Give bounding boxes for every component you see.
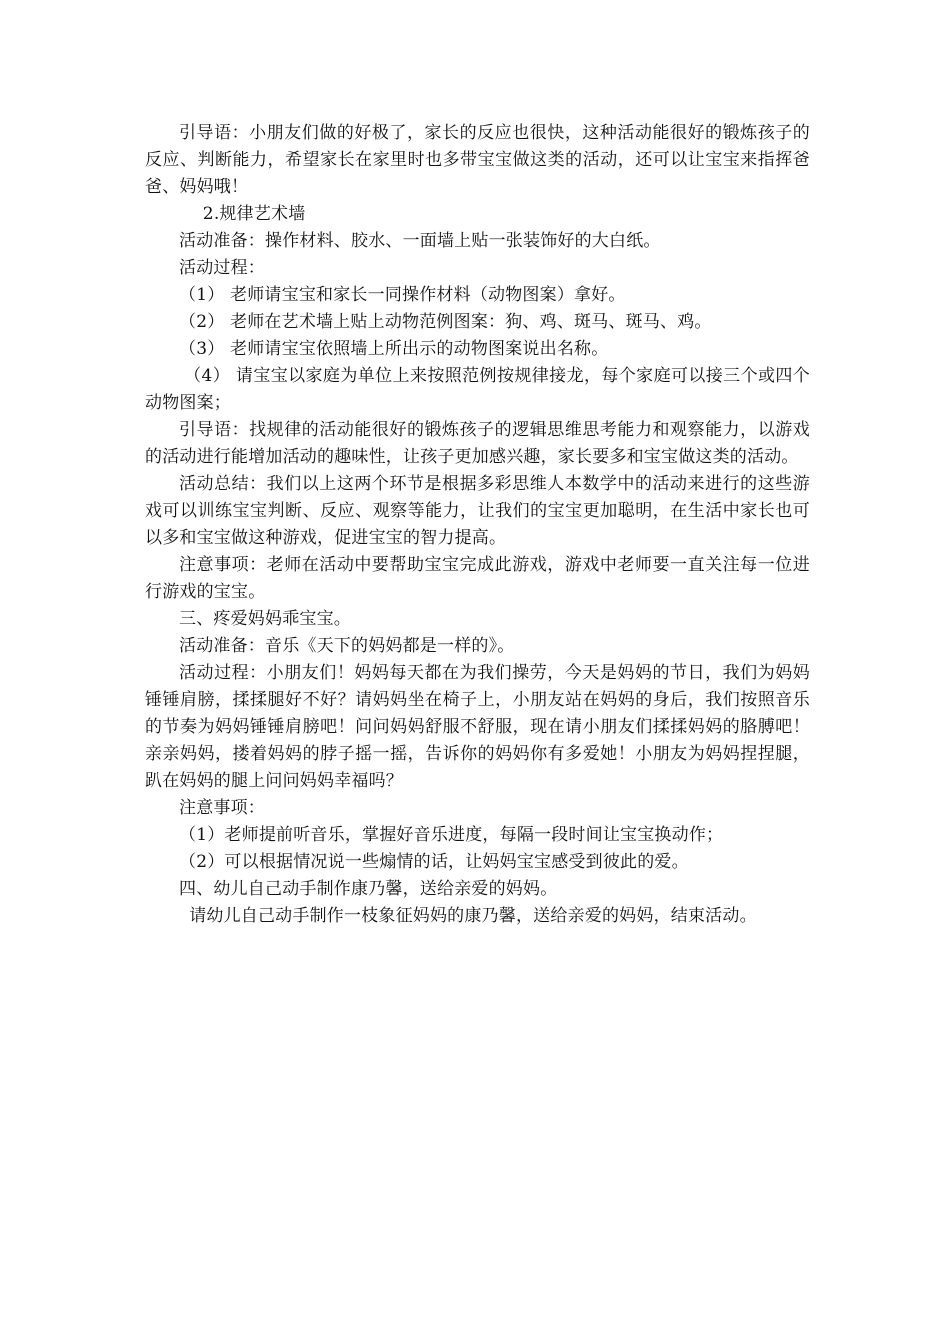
paragraph-guide-2: 引导语：找规律的活动能很好的锻炼孩子的逻辑思维思考能力和观察能力，以游戏的活动进行能增加活动的趣味性，让孩子更加感兴趣，家长要多和宝宝做这类的活动。 (145, 420, 810, 467)
paragraph-notes-label: 注意事项： (179, 798, 265, 818)
list-item-step-2: （2） 老师在艺术墙上贴上动物范例图案：狗、鸡、斑马、斑马、鸡。 (179, 312, 712, 332)
section-heading-love-mom: 三、疼爱妈妈乖宝宝。 (179, 609, 351, 629)
list-item-step-1: （1） 老师请宝宝和家长一同操作材料（动物图案）拿好。 (179, 285, 626, 305)
paragraph-closing: 请幼儿自己动手制作一枝象征妈妈的康乃馨，送给亲爱的妈妈，结束活动。 (189, 906, 757, 926)
section-heading-rule-wall: 2.规律艺术墙 (202, 204, 306, 224)
list-item-step-4: （4） 请宝宝以家庭为单位上来按照范例按规律接龙，每个家庭可以接三个或四个动物图案； (145, 366, 810, 413)
document-body (145, 120, 810, 930)
paragraph-preparation-2: 活动准备：音乐《天下的妈妈都是一样的》。 (179, 636, 515, 656)
paragraph-guide-1: 引导语：小朋友们做的好极了，家长的反应也很快，这种活动能很好的锻炼孩子的反应、判断能力，希望家长在家里时也多带宝宝做这类的活动，还可以让宝宝来指挥爸爸、妈妈哦！ (145, 123, 810, 197)
paragraph-process-label: 活动过程： (179, 258, 265, 278)
paragraph-preparation-1: 活动准备：操作材料、胶水、一面墙上贴一张装饰好的大白纸。 (179, 231, 661, 251)
list-item-step-3: （3） 老师请宝宝依照墙上所出示的动物图案说出名称。 (179, 339, 609, 359)
paragraph-process-2: 活动过程：小朋友们！妈妈每天都在为我们操劳，今天是妈妈的节日，我们为妈妈锤锤肩膀，揉揉腿好不好？请妈妈坐在椅子上，小朋友站在妈妈的身后，我们按照音乐的节奏为妈妈锤锤肩膀吧！问问妈妈舒服不舒服，现在请小朋友们揉揉妈妈的胳膊吧！亲亲妈妈，搂着妈妈的脖子摇一摇，告诉你的妈妈你有多爱她！小朋友为妈妈捏捏腿，趴在妈妈的腿上问问妈妈幸福吗？ (145, 663, 810, 791)
list-item-note-1: （1）老师提前听音乐，掌握好音乐进度，每隔一段时间让宝宝换动作； (179, 825, 724, 845)
paragraph-notes-1: 注意事项：老师在活动中要帮助宝宝完成此游戏，游戏中老师要一直关注每一位进行游戏的宝宝。 (145, 555, 810, 602)
paragraph-summary: 活动总结：我们以上这两个环节是根据多彩思维人本数学中的活动来进行的这些游戏可以训练宝宝判断、反应、观察等能力，让我们的宝宝更加聪明，在生活中家长也可以多和宝宝做这种游戏，促进宝宝的智力提高。 (145, 474, 810, 548)
section-heading-carnation: 四、幼儿自己动手制作康乃馨，送给亲爱的妈妈。 (179, 879, 558, 899)
list-item-note-2: （2）可以根据情况说一些煽情的话，让妈妈宝宝感受到彼此的爱。 (179, 852, 689, 872)
